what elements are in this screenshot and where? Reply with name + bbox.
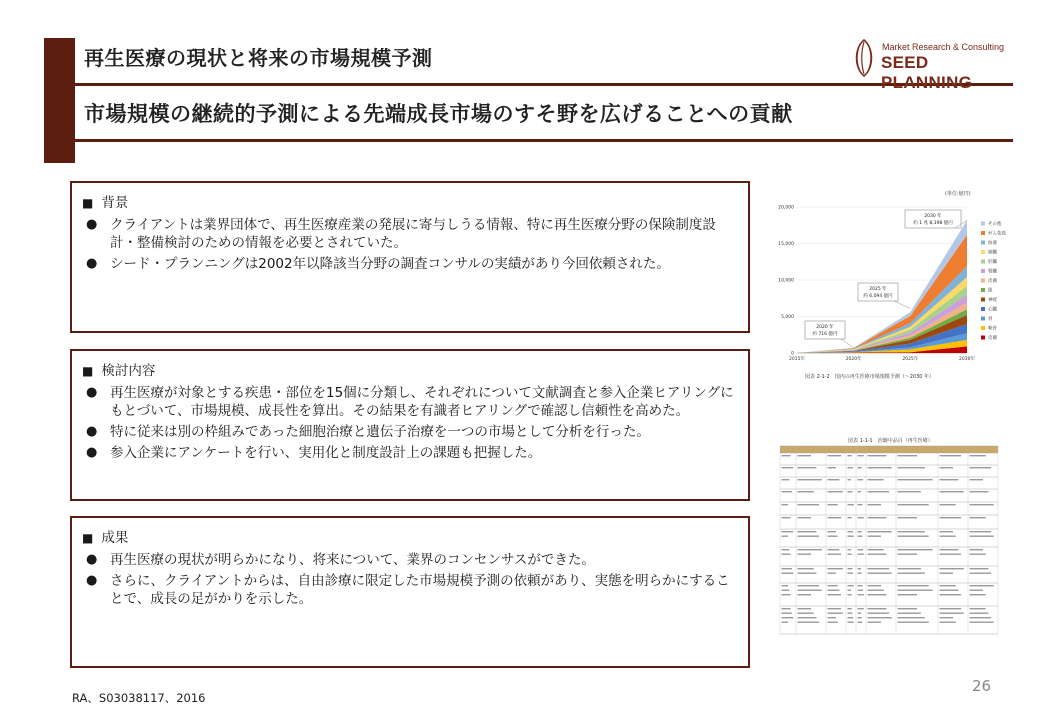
cell-text-line (970, 568, 989, 569)
cell-text-line (848, 617, 854, 618)
list-item (82, 255, 740, 273)
cell-text-line (898, 504, 929, 505)
cell-text-line (868, 517, 887, 518)
bullet-icon: ● (86, 385, 98, 400)
section-heading-label: 検討内容 (101, 363, 156, 379)
legend-swatch (981, 326, 985, 330)
callout-value: 約 6,094 億円 (863, 294, 893, 299)
page-subtitle: 市場規模の継続的予測による先端成長市場のすそ野を広げることへの貢献 (84, 102, 793, 126)
cell-text-line (868, 491, 890, 492)
cell-text-line (858, 467, 862, 468)
cell-text-line (868, 608, 887, 609)
cell-text-line (858, 549, 864, 550)
cell-text-line (782, 467, 794, 468)
cell-text-line (898, 617, 925, 618)
cell-text-line (828, 549, 840, 550)
section-heading (82, 359, 740, 379)
list-item-text: 特に従来は別の枠組みであった細胞治療と遺伝子治療を一つの市場として分析を行った。 (110, 424, 650, 440)
cell-text-line (828, 491, 843, 492)
cell-text-line (898, 549, 933, 550)
cell-text-line (858, 517, 864, 518)
cell-text-line (898, 455, 918, 456)
cell-text-line (868, 554, 887, 555)
cell-text-line (782, 549, 790, 550)
cell-text-line (848, 594, 852, 595)
cell-text-line (970, 455, 986, 456)
cell-text-line (828, 590, 840, 591)
table-caption: 図表 1-1-1 治験中品目（再生医療） (848, 438, 933, 444)
cell-text-line (828, 504, 838, 505)
cell-text-line (848, 467, 854, 468)
square-bullet-icon: ■ (82, 531, 94, 545)
cell-text-line (970, 491, 989, 492)
cell-text-line (868, 479, 884, 480)
cell-text-line (782, 568, 792, 569)
cell-text-line (898, 585, 929, 586)
legend-label: がん免疫 (988, 231, 1006, 237)
cell-text-line (848, 531, 854, 532)
cell-text-line (898, 554, 918, 555)
cell-text-line (848, 622, 854, 623)
legend-label: 神経 (988, 298, 997, 303)
cell-text-line (858, 622, 863, 623)
cell-text-line (798, 613, 814, 614)
cell-text-line (848, 590, 852, 591)
cell-text-line (868, 617, 892, 618)
section-heading-label: 背景 (101, 195, 129, 211)
cell-text-line (858, 585, 863, 586)
cell-text-line (858, 613, 862, 614)
list-item-text: 参入企業にアンケートを行い、実用化と制度設計上の課題も把握した。 (110, 445, 542, 461)
cell-text-line (858, 554, 864, 555)
list-item-text: クライアントは業界団体で、再生医療産業の発展に寄与しうる情報、特に再生医療分野の保険制度設計・整備検討のための情報を必要とされていた。 (110, 217, 716, 251)
legend-swatch (981, 231, 985, 235)
legend-label: 骨 (988, 317, 993, 322)
legend-swatch (981, 269, 985, 273)
cell-text-line (848, 568, 853, 569)
x-tick-label: 2015年 (789, 357, 805, 362)
legend-label: 軟骨 (988, 326, 997, 332)
cell-text-line (868, 568, 890, 569)
cell-text-line (898, 479, 933, 480)
cell-text-line (782, 590, 790, 591)
section-heading-label: 成果 (101, 530, 129, 546)
cell-text-line (858, 573, 862, 574)
cell-text-line (828, 536, 838, 537)
legend-label: 眼 (988, 288, 993, 294)
callout-year: 2030 年 (924, 214, 942, 219)
cell-text-line (858, 455, 864, 456)
cell-text-line (828, 585, 838, 586)
cell-text-line (828, 568, 843, 569)
cell-text-line (798, 608, 812, 609)
cell-text-line (798, 590, 822, 591)
cell-text-line (940, 504, 956, 505)
bullet-icon: ● (86, 217, 98, 232)
legend-swatch (981, 250, 985, 254)
cell-text-line (868, 590, 884, 591)
bullet-icon: ● (86, 445, 98, 460)
list-item-text: シード・プランニングは2002年以降該当分野の調査コンサルの実績があり今回依頼された。 (110, 256, 670, 272)
cell-text-line (828, 617, 837, 618)
cell-text-line (798, 517, 812, 518)
list-item (82, 444, 740, 462)
cell-text-line (868, 536, 882, 537)
cell-text-line (858, 617, 862, 618)
cell-text-line (940, 554, 962, 555)
cell-text-line (868, 504, 882, 505)
legend-label: その他 (988, 222, 1002, 227)
cell-text-line (798, 467, 817, 468)
chart-caption: 図表 2-1-2 国内の再生医療市場規模予測（～2030 年） (805, 374, 935, 380)
cell-text-line (782, 573, 794, 574)
clinical-trial-table (778, 436, 1000, 636)
cell-text-line (940, 536, 956, 537)
cell-text-line (848, 479, 852, 480)
cell-text-line (828, 573, 837, 574)
cell-text-line (828, 479, 840, 480)
legend-label: 腎臓 (988, 269, 997, 275)
callout-year: 2020 年 (816, 325, 834, 330)
cell-text-line (828, 554, 842, 555)
cell-text-line (868, 594, 887, 595)
cell-text-line (868, 455, 887, 456)
subtitle-divider (75, 139, 1013, 142)
list-item (82, 216, 740, 252)
cell-text-line (782, 613, 792, 614)
cell-text-line (798, 549, 822, 550)
list-item (82, 551, 740, 569)
legend-swatch (981, 241, 985, 245)
cell-text-line (940, 455, 962, 456)
y-tick-label: 5,000 (781, 315, 794, 320)
cell-text-line (858, 491, 862, 492)
cell-text-line (828, 517, 842, 518)
source-note: RA、S03038117、2016 (72, 691, 206, 705)
list-item-text: 再生医療の現状が明らかになり、将来について、業界のコンセンサスができた。 (110, 552, 595, 568)
market-forecast-chart (765, 185, 1020, 385)
section-heading (82, 526, 740, 546)
cell-text-line (898, 467, 925, 468)
cell-text-line (940, 608, 962, 609)
list-item-text: 再生医療が対象とする疾患・部位を15個に分類し、それぞれについて文献調査と参入企業ヒアリングにもとづいて、市場規模、成長性を算出。その結果を有識者ヒアリングで確認し信頼性を高めた。 (110, 385, 734, 419)
cell-text-line (940, 590, 959, 591)
company-logo (850, 38, 1020, 92)
cell-text-line (868, 549, 884, 550)
cell-text-line (782, 585, 789, 586)
x-tick-label: 2025年 (902, 357, 919, 362)
cell-text-line (782, 517, 791, 518)
legend-swatch (981, 317, 985, 321)
callout-year: 2025 年 (869, 287, 887, 292)
bullet-icon: ● (86, 256, 98, 271)
cell-text-line (798, 455, 812, 456)
cell-text-line (828, 455, 842, 456)
square-bullet-icon: ■ (82, 196, 94, 210)
section-study (70, 349, 750, 501)
title-divider (75, 83, 1013, 86)
cell-text-line (848, 491, 853, 492)
cell-text-line (970, 622, 994, 623)
cell-text-line (858, 504, 863, 505)
cell-text-line (848, 504, 854, 505)
callout-value: 約 716 億円 (812, 332, 838, 337)
callout-leader (894, 301, 910, 309)
cell-text-line (858, 590, 864, 591)
cell-text-line (858, 608, 864, 609)
y-tick-label: 15,000 (778, 242, 794, 247)
cell-text-line (898, 608, 918, 609)
chart-unit-label: (単位:億円) (945, 191, 971, 197)
cell-text-line (798, 504, 820, 505)
cell-text-line (940, 613, 964, 614)
cell-text-line (868, 573, 892, 574)
cell-text-line (970, 613, 989, 614)
cell-text-line (970, 594, 986, 595)
cell-text-line (970, 549, 984, 550)
cell-text-line (782, 594, 791, 595)
bullet-icon: ● (86, 552, 98, 567)
cell-text-line (798, 622, 820, 623)
page-number: 26 (972, 677, 992, 695)
legend-swatch (981, 336, 985, 340)
cell-text-line (798, 585, 820, 586)
logo-wordmark: SEED PLANNING (881, 53, 973, 92)
callout-leader (841, 339, 854, 348)
cell-text-line (782, 608, 791, 609)
cell-text-line (970, 536, 994, 537)
cell-text-line (868, 622, 882, 623)
bullet-icon: ● (86, 573, 98, 588)
cell-text-line (798, 479, 822, 480)
cell-text-line (782, 531, 794, 532)
legend-swatch (981, 307, 985, 311)
cell-text-line (828, 467, 837, 468)
cell-text-line (940, 479, 959, 480)
cell-text-line (782, 622, 789, 623)
cell-text-line (940, 467, 954, 468)
cell-text-line (940, 531, 954, 532)
cell-text-line (970, 585, 994, 586)
cell-text-line (898, 568, 921, 569)
cell-text-line (898, 491, 921, 492)
cell-text-line (970, 554, 986, 555)
cell-text-line (782, 491, 792, 492)
legend-label: 心臓 (988, 307, 997, 313)
cell-text-line (782, 504, 789, 505)
cell-text-line (940, 568, 964, 569)
cell-text-line (970, 617, 992, 618)
cell-text-line (798, 491, 814, 492)
cell-text-line (848, 549, 852, 550)
legend-label: 皮膚 (988, 279, 997, 284)
cell-text-line (970, 590, 984, 591)
section-results (70, 516, 750, 668)
cell-text-line (848, 517, 852, 518)
cell-text-line (782, 455, 791, 456)
legend-swatch (981, 260, 985, 264)
cell-text-line (782, 536, 789, 537)
cell-text-line (848, 455, 852, 456)
logo-tagline: Market Research & Consulting (882, 42, 1005, 52)
cell-text-line (798, 531, 817, 532)
cell-text-line (970, 479, 984, 480)
section-heading (82, 191, 740, 211)
cell-text-line (798, 568, 814, 569)
y-tick-label: 10,000 (778, 278, 794, 284)
cell-text-line (858, 568, 862, 569)
cell-text-line (970, 608, 986, 609)
cell-text-line (970, 573, 992, 574)
list-item-text: さらに、クライアントからは、自由診療に限定した市場規模予測の依頼があり、実態を明らかにすることで、成長の足がかりを示した。 (110, 573, 730, 607)
y-tick-label: 0 (791, 351, 794, 357)
list-item (82, 384, 740, 420)
cell-text-line (858, 594, 864, 595)
cell-text-line (868, 613, 890, 614)
cell-text-line (782, 554, 791, 555)
cell-text-line (940, 573, 954, 574)
cell-text-line (898, 622, 929, 623)
seed-logo-icon (850, 38, 878, 78)
cell-text-line (970, 531, 992, 532)
callout-value: 約 1 兆 8,198 億円 (913, 221, 953, 226)
legend-label: 皮膚 (988, 336, 997, 341)
legend-label: 肝臓 (988, 260, 997, 265)
cell-text-line (828, 622, 838, 623)
legend-label: 血液 (988, 241, 997, 246)
cell-text-line (940, 622, 956, 623)
cell-text-line (970, 517, 986, 518)
cell-text-line (828, 608, 842, 609)
legend-swatch (981, 288, 985, 292)
table-header (780, 446, 998, 453)
cell-text-line (898, 594, 918, 595)
title-accent-bar (44, 38, 75, 163)
cell-text-line (828, 531, 837, 532)
cell-text-line (798, 536, 820, 537)
cell-text-line (898, 613, 921, 614)
legend-label: 肺臓 (988, 250, 997, 256)
cell-text-line (848, 613, 853, 614)
cell-text-line (898, 517, 918, 518)
cell-text-line (848, 608, 852, 609)
x-tick-label: 2030年 (959, 357, 975, 362)
cell-text-line (858, 536, 863, 537)
cell-text-line (898, 573, 925, 574)
cell-text-line (782, 479, 790, 480)
cell-text-line (940, 594, 962, 595)
x-tick-label: 2020年 (845, 357, 862, 362)
cell-text-line (798, 573, 817, 574)
cell-text-line (940, 517, 962, 518)
cell-text-line (798, 554, 812, 555)
y-tick-label: 20,000 (778, 205, 794, 211)
cell-text-line (898, 536, 929, 537)
cell-text-line (828, 613, 843, 614)
cell-text-line (868, 467, 892, 468)
bullet-icon: ● (86, 424, 98, 439)
list-item (82, 423, 740, 441)
cell-text-line (868, 531, 892, 532)
cell-text-line (848, 536, 854, 537)
cell-text-line (798, 594, 812, 595)
page-title: 再生医療の現状と将来の市場規模予測 (84, 46, 433, 70)
cell-text-line (848, 585, 854, 586)
legend-swatch (981, 222, 985, 226)
square-bullet-icon: ■ (82, 364, 94, 378)
cell-text-line (828, 594, 842, 595)
cell-text-line (798, 617, 817, 618)
cell-text-line (940, 549, 959, 550)
cell-text-line (898, 531, 925, 532)
cell-text-line (940, 617, 954, 618)
section-background (70, 181, 750, 333)
cell-text-line (858, 531, 862, 532)
legend-swatch (981, 298, 985, 302)
cell-text-line (782, 617, 794, 618)
list-item (82, 572, 740, 608)
cell-text-line (848, 573, 854, 574)
cell-text-line (848, 554, 852, 555)
legend-swatch (981, 279, 985, 283)
cell-text-line (898, 590, 933, 591)
cell-text-line (940, 585, 956, 586)
cell-text-line (970, 467, 992, 468)
cell-text-line (858, 479, 864, 480)
cell-text-line (868, 585, 882, 586)
cell-text-line (940, 491, 964, 492)
cell-text-line (970, 504, 994, 505)
